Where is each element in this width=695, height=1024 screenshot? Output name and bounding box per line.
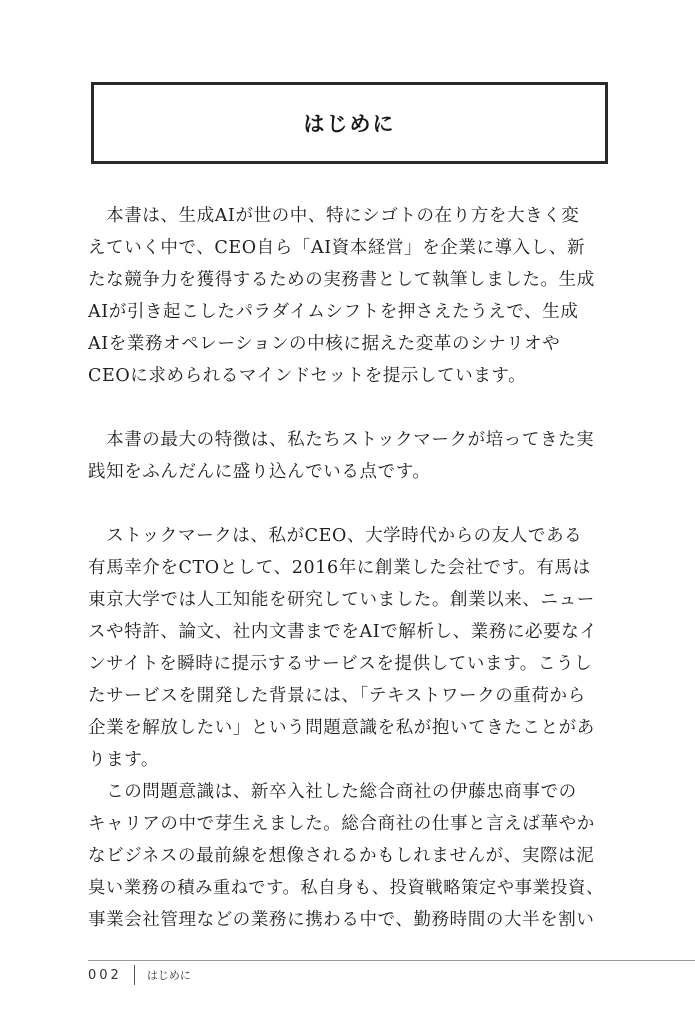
body-line: 企業を解放したい」という問題意識を私が抱いてきたことがあ [88,718,595,738]
body-line: ります。 [88,750,159,770]
body-line: 践知をふんだんに盛り込んでいる点です。 [88,462,431,482]
page-title: はじめに [303,112,396,136]
body-line: 東京大学では人工知能を研究していました。創業以来、ニュー [88,590,595,610]
body-line: ンサイトを瞬時に提示するサービスを提供しています。こうし [88,654,593,674]
body-line: キャリアの中で芽生えました。総合商社の仕事と言えば華やか [88,814,595,834]
paragraph-gap [88,392,606,424]
body-line: スや特許、論文、社内文書までをAIで解析し、業務に必要なイ [88,622,598,642]
body-text [88,200,606,936]
paragraph-gap [88,488,606,520]
page-number: 002 [88,967,122,983]
body-line: なビジネスの最前線を想像されるかもしれませんが、実際は泥 [88,846,595,866]
body-line: 有馬幸介をCTOとして、2016年に創業した会社です。有馬は [88,558,591,578]
body-line: たサービスを開発した背景には、「テキストワークの重荷から [88,686,586,706]
body-line: CEOに求められるマインドセットを提示しています。 [88,366,527,386]
body-line: AIが引き起こしたパラダイムシフトを押さえたうえで、生成 [88,302,579,322]
page-footer [88,964,191,986]
body-line: たな競争力を獲得するための実務書として執筆しました。生成 [88,270,595,290]
body-line: 本書は、生成AIが世の中、特にシゴトの在り方を大きく変 [88,206,580,226]
footer-divider [134,965,135,985]
running-head: はじめに [146,969,191,982]
body-line: 事業会社管理などの業務に携わる中で、勤務時間の大半を割い [88,910,595,930]
body-line: AIを業務オペレーションの中核に据えた変革のシナリオや [88,334,561,354]
footer-rule [88,960,695,961]
body-line: 臭い業務の積み重ねです。私自身も、投資戦略策定や事業投資、 [88,878,604,898]
heading-box [91,82,608,164]
body-line: 本書の最大の特徴は、私たちストックマークが培ってきた実 [88,430,595,450]
body-line: この問題意識は、新卒入社した総合商社の伊藤忠商事での [88,782,577,802]
body-line: ストックマークは、私がCEO、大学時代からの友人である [88,526,583,546]
body-line: えていく中で、CEO自ら「AI資本経営」を企業に導入し、新 [88,238,586,258]
